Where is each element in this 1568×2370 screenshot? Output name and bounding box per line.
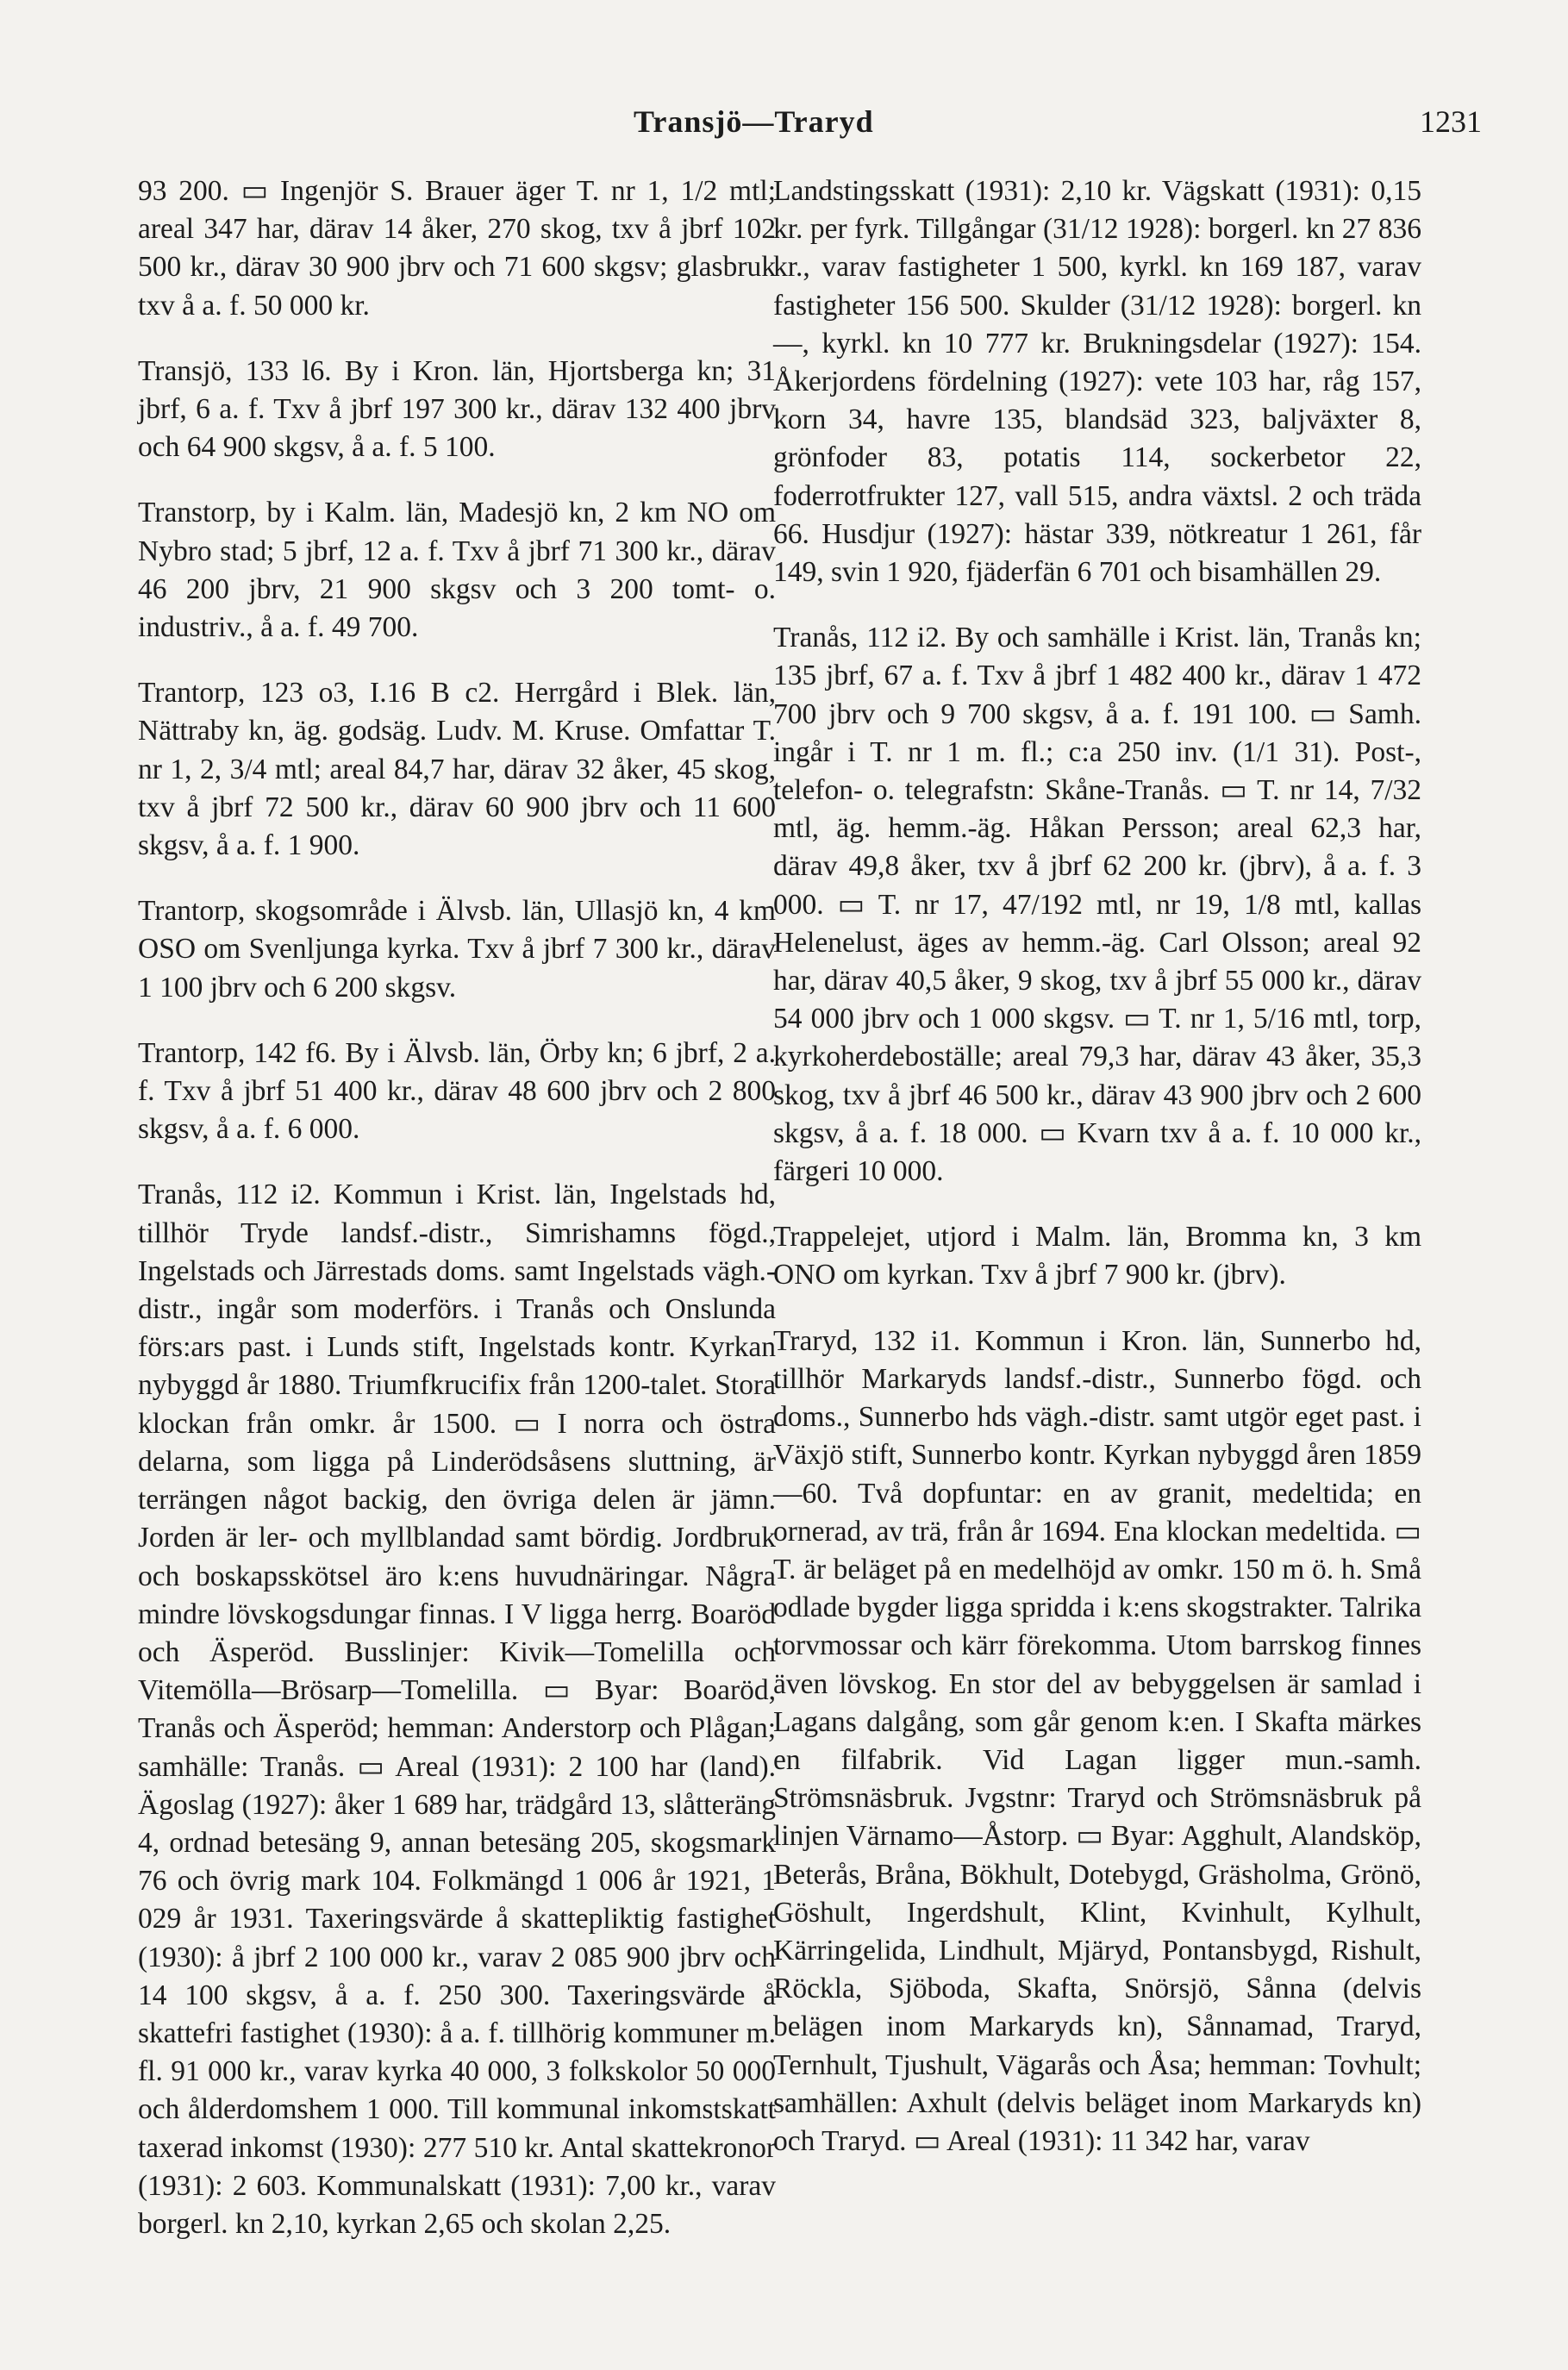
entry-traryd: Traryd, 132 i1. Kommun i Kron. län, Sunnerbo hd, tillhör Markaryds landsf.-distr., Sunnerbo fögd. och doms., Sunnerbo hds vägh.-distr. samt utgör eget past. i Växjö stift, Sunnerbo kontr. Kyrkan nybyggd åren 1859—60. Två dopfuntar: en av granit, medeltida; en ornerad, av trä, från år 1694. Ena klockan medeltida. ▭ T. är beläget på en medelhöjd av omkr. 150 m ö. h. Små odlade bygder ligga spridda i k:ens skogstrakter. Talrika torvmossar och kärr förekomma. Utom barrskog finnes även lövskog. En stor del av bebyggelsen är samlad i Lagans dalgång, som går genom k:en. I Skafta märkes en filfabrik. Vid Lagan ligger mun.-samh. Strömsnäsbruk. Jvgstnr: Traryd och Strömsnäsbruk på linjen Värnamo—Åstorp. ▭ Byar: Agghult, Alandsköp, Beterås, Bråna, Bökhult, Dotebygd, Gräsholma, Grönö, Göshult, Ingerdshult, Klint, Kvinhult, Kylhult, Kärringelida, Lindhult, Mjäryd, Pontansbygd, Rishult, Röckla, Sjöboda, Skafta, Snörsjö, Sånna (delvis belägen inom Markaryds kn), Sånnamad, Traryd, Ternhult, Tjushult, Vägarås och Åsa; hemman: Tovhult; samhällen: Axhult (delvis beläget inom Markaryds kn) och Traryd. ▭ Areal (1931): 11 342 har, varav [773, 1324, 1421, 2157]
entry-trappelejet: Trappelejet, utjord i Malm. län, Bromma kn, 3 km ONO om kyrkan. Txv å jbrf 7 900 kr. (jbrv). [773, 1221, 1421, 1291]
left-column [138, 172, 776, 2243]
entry-trantorp-orby: Trantorp, 142 f6. By i Älvsb. län, Örby kn; 6 jbrf, 2 a. f. Txv å jbrf 51 400 kr., därav 48 600 jbrv och 2 800 skgsv, å a. f. 6 000. [138, 1036, 776, 1146]
entry-transtorp: Transtorp, by i Kalm. län, Madesjö kn, 2 km NO om Nybro stad; 5 jbrf, 12 a. f. Txv å jbrf 71 300 kr., därav 46 200 jbrv, 21 900 skgsv och 3 200 tomt- o. industriv., å a. f. 49 700. [138, 497, 776, 644]
entry-tranas-by: Tranås, 112 i2. By och samhälle i Krist. län, Tranås kn; 135 jbrf, 67 a. f. Txv å jbrf 1 482 400 kr., därav 1 472 700 jbrv och 9 700 skgsv, å a. f. 191 100. ▭ Samh. ingår i T. nr 1 m. fl.; c:a 250 inv. (1/1 31). Post-, telefon- o. telegrafstn: Skåne-Tranås. ▭ T. nr 14, 7/32 mtl, äg. hemm.-äg. Håkan Persson; areal 62,3 har, därav 49,8 åker, txv å jbrf 62 200 kr. (jbrv), å a. f. 3 000. ▭ T. nr 17, 47/192 mtl, nr 19, 1/8 mtl, kallas Helenelust, äges av hemm.-äg. Carl Olsson; areal 92 har, därav 40,5 åker, 9 skog, txv å jbrf 55 000 kr., därav 54 000 jbrv och 1 000 skgsv. ▭ T. nr 1, 5/16 mtl, torp, kyrkoherdeboställe; areal 79,3 har, därav 43 åker, 35,3 skog, txv å jbrf 46 500 kr., därav 43 900 jbrv och 2 600 skgsv, å a. f. 18 000. ▭ Kvarn txv å a. f. 10 000 kr., färgeri 10 000. [773, 622, 1421, 1188]
page-header [0, 103, 1568, 155]
entry-transjo: Transjö, 133 l6. By i Kron. län, Hjortsberga kn; 31 jbrf, 6 a. f. Txv å jbrf 197 300 kr., därav 132 400 jbrv och 64 900 skgsv, å a. f. 5 100. [138, 354, 776, 464]
entry-tranas-continuation: Landstingsskatt (1931): 2,10 kr. Vägskatt (1931): 0,15 kr. per fyrk. Tillgångar (31/12 1928): borgerl. kn 27 836 kr., varav fastigheter 1 500, kyrkl. kn 169 187, varav fastigheter 156 500. Skulder (31/12 1928): borgerl. kn —, kyrkl. kn 10 777 kr. Brukningsdelar (1927): 154. Åkerjordens fördelning (1927): vete 103 har, råg 157, korn 34, havre 135, blandsäd 323, baljväxter 8, grönfoder 83, potatis 114, sockerbetor 22, foderrotfrukter 127, vall 515, andra växtsl. 2 och träda 66. Husdjur (1927): hästar 339, nötkreatur 1 261, får 149, svin 1 920, fjäderfän 6 701 och bisamhällen 29. [773, 175, 1421, 589]
entry-trantorp-skogsomrade: Trantorp, skogsområde i Älvsb. län, Ullasjö kn, 4 km OSO om Svenljunga kyrka. Txv å jbrf 7 300 kr., därav 1 100 jbrv och 6 200 skgsv. [138, 895, 776, 1004]
entry-continuation: 93 200. ▭ Ingenjör S. Brauer äger T. nr 1, 1/2 mtl; areal 347 har, därav 14 åker, 270 skog, txv å jbrf 102 500 kr., därav 30 900 jbrv och 71 600 skgsv; glasbruk txv å a. f. 50 000 kr. [138, 175, 776, 322]
entry-trantorp-blek: Trantorp, 123 o3, I.16 B c2. Herrgård i Blek. län, Nättraby kn, äg. godsäg. Ludv. M. Kruse. Omfattar T. nr 1, 2, 3/4 mtl; areal 84,7 har, därav 32 åker, 45 skog, txv å jbrf 72 500 kr., därav 60 900 jbrv och 11 600 skgsv, å a. f. 1 900. [138, 677, 776, 862]
page-number: 1231 [1420, 104, 1482, 139]
right-column [773, 172, 1421, 2161]
entry-tranas-kommun: Tranås, 112 i2. Kommun i Krist. län, Ingelstads hd, tillhör Tryde landsf.-distr., Simrishamns fögd., Ingelstads och Järrestads doms. samt Ingelstads vägh.-distr., ingår som moderförs. i Tranås och Onslunda förs:ars past. i Lunds stift, Ingelstads kontr. Kyrkan nybyggd år 1880. Triumfkrucifix från 1200-talet. Stora klockan från omkr. år 1500. ▭ I norra och östra delarna, som ligga på Linderödsåsens sluttning, är terrängen något backig, den övriga delen är jämn. Jorden är ler- och myllblandad samt bördig. Jordbruk och boskapsskötsel äro k:ens huvudnäringar. Några mindre lövskogsdungar finnas. I V ligga herrg. Boaröd och Äsperöd. Busslinjer: Kivik—Tomelilla och Vitemölla—Brösarp—Tomelilla. ▭ Byar: Boaröd, Tranås och Äsperöd; hemman: Anderstorp och Plågan; samhälle: Tranås. ▭ Areal (1931): 2 100 har (land). Ägoslag (1927): åker 1 689 har, trädgård 13, slåtteräng 4, ordnad betesäng 9, annan betesäng 205, skogsmark 76 och övrig mark 104. Folkmängd 1 006 år 1921, 1 029 år 1931. Taxeringsvärde å skattepliktig fastighet (1930): å jbrf 2 100 000 kr., varav 2 085 900 jbrv och 14 100 skgsv, å a. f. 250 300. Taxeringsvärde å skattefri fastighet (1930): å a. f. tillhörig kommuner m. fl. 91 000 kr., varav kyrka 40 000, 3 folkskolor 50 000 och ålderdomshem 1 000. Till kommunal inkomstskatt taxerad inkomst (1930): 277 510 kr. Antal skattekronor (1931): 2 603. Kommunalskatt (1931): 7,00 kr., varav borgerl. kn 2,10, kyrkan 2,65 och skolan 2,25. [138, 1179, 776, 2240]
running-head: Transjö—Traryd [634, 104, 874, 139]
